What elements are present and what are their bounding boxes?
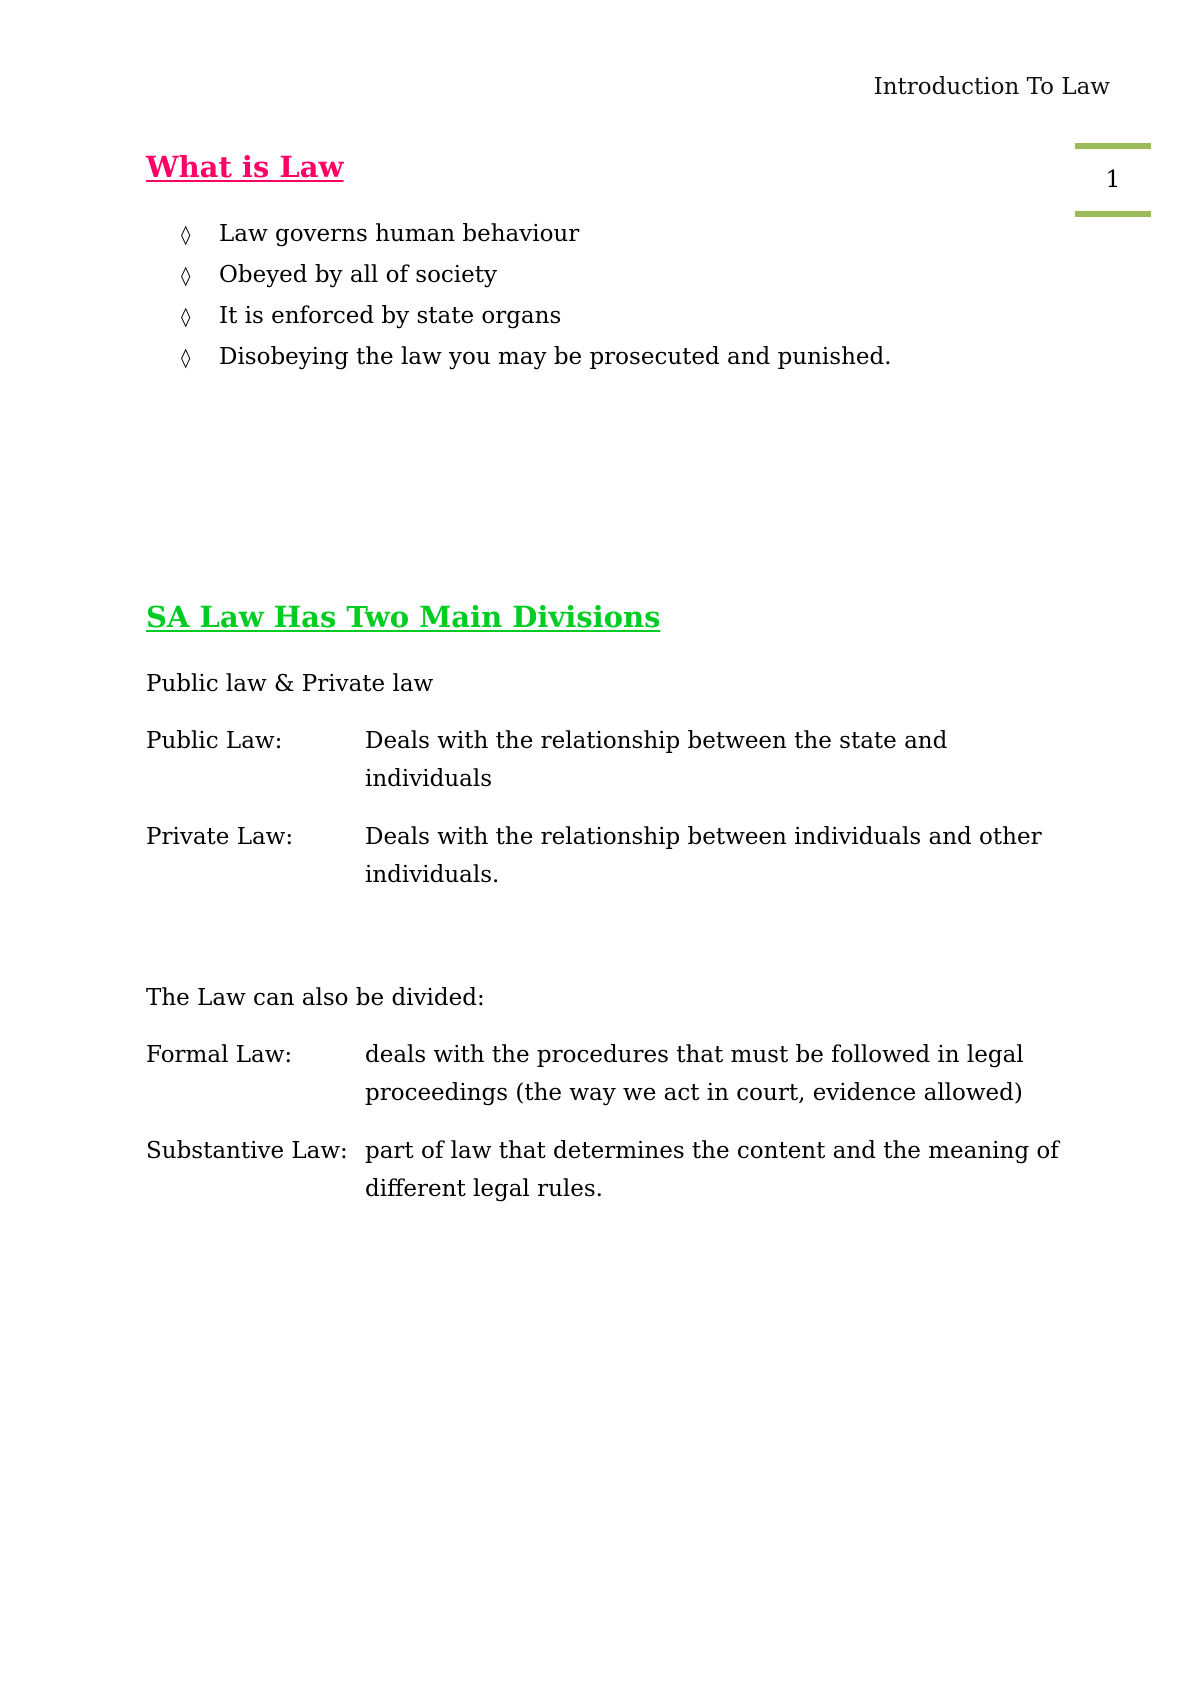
list-item	[181, 217, 892, 258]
list-item	[181, 299, 892, 340]
diamond-bullet-icon: ◊	[181, 265, 191, 287]
list-item-text: Obeyed by all of society	[219, 262, 497, 288]
list-item	[181, 258, 892, 299]
definition-description: deals with the procedures that must be followed in legal proceedings (the way we act in court, evidence allowed)	[365, 1042, 1024, 1106]
heading-sa-law-divisions: SA Law Has Two Main Divisions	[146, 600, 661, 634]
divisions-intro-2: The Law can also be divided:	[146, 985, 485, 1011]
page-badge-bottom-bar	[1075, 211, 1151, 217]
definition-term: Substantive Law:	[146, 1138, 348, 1164]
list-item-text: Law governs human behaviour	[219, 221, 580, 247]
divisions-intro: Public law & Private law	[146, 671, 434, 697]
diamond-bullet-icon: ◊	[181, 347, 191, 369]
bullet-list	[181, 217, 892, 381]
page-number-badge	[1075, 143, 1151, 217]
definition-term: Formal Law:	[146, 1042, 293, 1068]
list-item-text: It is enforced by state organs	[219, 303, 562, 329]
diamond-bullet-icon: ◊	[181, 224, 191, 246]
definition-description: Deals with the relationship between the state and individuals	[365, 728, 948, 792]
heading-what-is-law: What is Law	[146, 150, 344, 184]
definition-description: part of law that determines the content and the meaning of different legal rules.	[365, 1138, 1059, 1202]
page-number: 1	[1105, 167, 1121, 193]
list-item	[181, 340, 892, 381]
diamond-bullet-icon: ◊	[181, 306, 191, 328]
running-header-title: Introduction To Law	[873, 74, 1110, 100]
definition-term: Private Law:	[146, 824, 294, 850]
definition-term: Public Law:	[146, 728, 283, 754]
list-item-text: Disobeying the law you may be prosecuted and punished.	[219, 344, 892, 370]
definition-description: Deals with the relationship between individuals and other individuals.	[365, 824, 1042, 888]
page-badge-top-bar	[1075, 143, 1151, 149]
